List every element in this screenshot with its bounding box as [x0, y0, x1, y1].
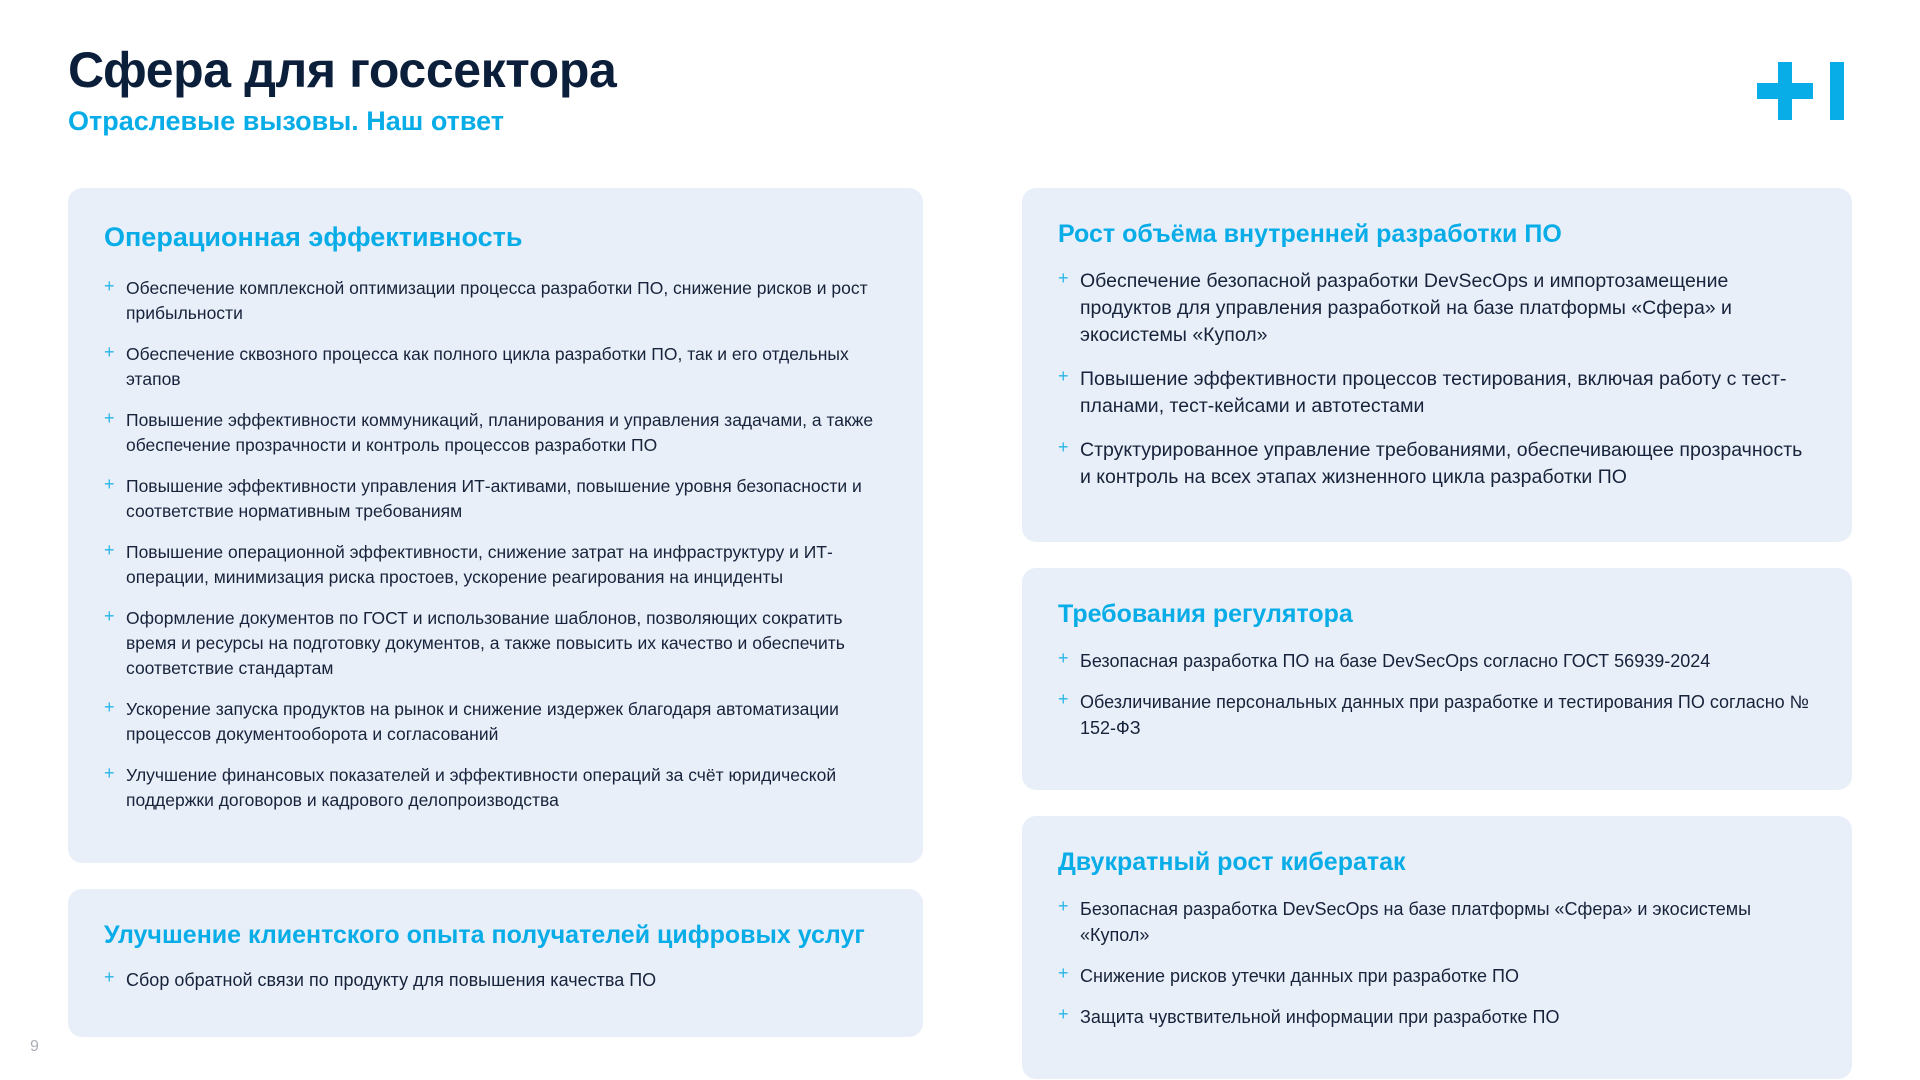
- list-item: [1058, 268, 1816, 349]
- card-cyberattacks-growth: [1022, 816, 1852, 1079]
- plus-bullet-icon: +: [104, 763, 115, 783]
- list-item: [104, 697, 887, 747]
- card-customer-experience: [68, 889, 923, 1037]
- plus-bullet-icon: +: [104, 276, 115, 296]
- list-item-text: Безопасная разработка DevSecOps на базе платформы «Сфера» и экосистемы «Купол»: [1080, 899, 1752, 945]
- card-regulator-requirements: [1022, 568, 1852, 790]
- plus-bullet-icon: +: [104, 967, 115, 987]
- bullet-list-customer-experience: [104, 967, 887, 993]
- list-item: [1058, 963, 1816, 989]
- plus-bullet-icon: +: [1058, 268, 1069, 288]
- page-number: 9: [30, 1038, 39, 1055]
- list-item-text: Повышение эффективности процессов тестирования, включая работу с тест-планами, тест-кейсами и автотестами: [1080, 368, 1787, 417]
- list-item-text: Безопасная разработка ПО на базе DevSecOps согласно ГОСТ 56939-2024: [1080, 651, 1711, 671]
- list-item-text: Защита чувствительной информации при разработке ПО: [1080, 1007, 1560, 1027]
- list-item: [104, 967, 887, 993]
- plus-bullet-icon: +: [1058, 689, 1069, 709]
- list-item-text: Ускорение запуска продуктов на рынок и снижение издержек благодаря автоматизации процессов документооборота и согласований: [126, 699, 839, 744]
- card-internal-development-growth: [1022, 188, 1852, 542]
- list-item-text: Улучшение финансовых показателей и эффективности операций за счёт юридической поддержки договоров и кадрового делопроизводства: [126, 765, 837, 810]
- card-title-customer-experience: Улучшение клиентского опыта получателей цифровых услуг: [104, 921, 865, 949]
- bullet-list-internal-development-growth: [1058, 268, 1816, 491]
- list-item: [1058, 366, 1816, 420]
- list-item: [1058, 648, 1816, 674]
- bullet-list-cyberattacks-growth: [1058, 896, 1816, 1030]
- plus-bullet-icon: +: [1058, 366, 1069, 386]
- list-item: [1058, 437, 1816, 491]
- left-column: [68, 188, 923, 1063]
- list-item: [1058, 1004, 1816, 1030]
- plus-bullet-icon: +: [1058, 896, 1069, 916]
- plus-bullet-icon: +: [104, 474, 115, 494]
- page-title: Сфера для госсектора: [68, 42, 617, 98]
- card-operational-efficiency: [68, 188, 923, 863]
- plus-one-logo-icon: [1750, 56, 1858, 122]
- card-title-internal-development-growth: Рост объёма внутренней разработки ПО: [1058, 220, 1562, 248]
- list-item-text: Повышение эффективности коммуникаций, планирования и управления задачами, а также обеспечение прозрачности и контроль процессов разработки ПО: [126, 410, 874, 455]
- plus-bullet-icon: +: [104, 540, 115, 560]
- plus-bullet-icon: +: [104, 342, 115, 362]
- card-title-operational-efficiency: Операционная эффективность: [104, 222, 523, 252]
- bullet-list-regulator-requirements: [1058, 648, 1816, 741]
- list-item-text: Обеспечение безопасной разработки DevSecOps и импортозамещение продуктов для управления разработкой на базе платформы «Сфера» и экосистемы «Купол»: [1080, 270, 1732, 346]
- plus-bullet-icon: +: [1058, 1004, 1069, 1024]
- plus-bullet-icon: +: [104, 606, 115, 626]
- list-item-text: Обеспечение комплексной оптимизации процесса разработки ПО, снижение рисков и рост прибыльности: [126, 278, 868, 323]
- plus-bullet-icon: +: [1058, 963, 1069, 983]
- list-item: [104, 408, 887, 458]
- plus-bullet-icon: +: [104, 697, 115, 717]
- list-item: [104, 763, 887, 813]
- list-item-text: Сбор обратной связи по продукту для повышения качества ПО: [126, 970, 657, 990]
- list-item: [104, 540, 887, 590]
- list-item: [104, 276, 887, 326]
- list-item: [104, 342, 887, 392]
- list-item: [1058, 896, 1816, 948]
- card-title-regulator-requirements: Требования регулятора: [1058, 600, 1353, 628]
- list-item-text: Оформление документов по ГОСТ и использование шаблонов, позволяющих сократить время и ресурсы на подготовку документов, а также повысить их качество и обеспечить соответствие стандартам: [126, 608, 845, 678]
- bullet-list-operational-efficiency: [104, 276, 887, 813]
- plus-bullet-icon: +: [104, 408, 115, 428]
- list-item-text: Обезличивание персональных данных при разработке и тестирования ПО согласно № 152-ФЗ: [1080, 692, 1809, 738]
- plus-bullet-icon: +: [1058, 648, 1069, 668]
- list-item-text: Повышение операционной эффективности, снижение затрат на инфраструктуру и ИТ-операции, минимизация риска простоев, ускорение реагирования на инциденты: [126, 542, 833, 587]
- list-item-text: Структурированное управление требованиями, обеспечивающее прозрачность и контроль на всех этапах жизненного цикла разработки ПО: [1080, 439, 1803, 488]
- plus-bullet-icon: +: [1058, 437, 1069, 457]
- page-subtitle: Отраслевые вызовы. Наш ответ: [68, 106, 504, 136]
- list-item: [104, 606, 887, 681]
- slide-header: [68, 40, 1168, 138]
- list-item-text: Повышение эффективности управления ИТ-активами, повышение уровня безопасности и соответствие нормативным требованиям: [126, 476, 862, 521]
- list-item-text: Снижение рисков утечки данных при разработке ПО: [1080, 966, 1519, 986]
- list-item: [1058, 689, 1816, 741]
- card-title-cyberattacks-growth: Двукратный рост кибератак: [1058, 848, 1406, 876]
- list-item-text: Обеспечение сквозного процесса как полного цикла разработки ПО, так и его отдельных этапов: [126, 344, 849, 389]
- right-column: [1022, 188, 1852, 1080]
- list-item: [104, 474, 887, 524]
